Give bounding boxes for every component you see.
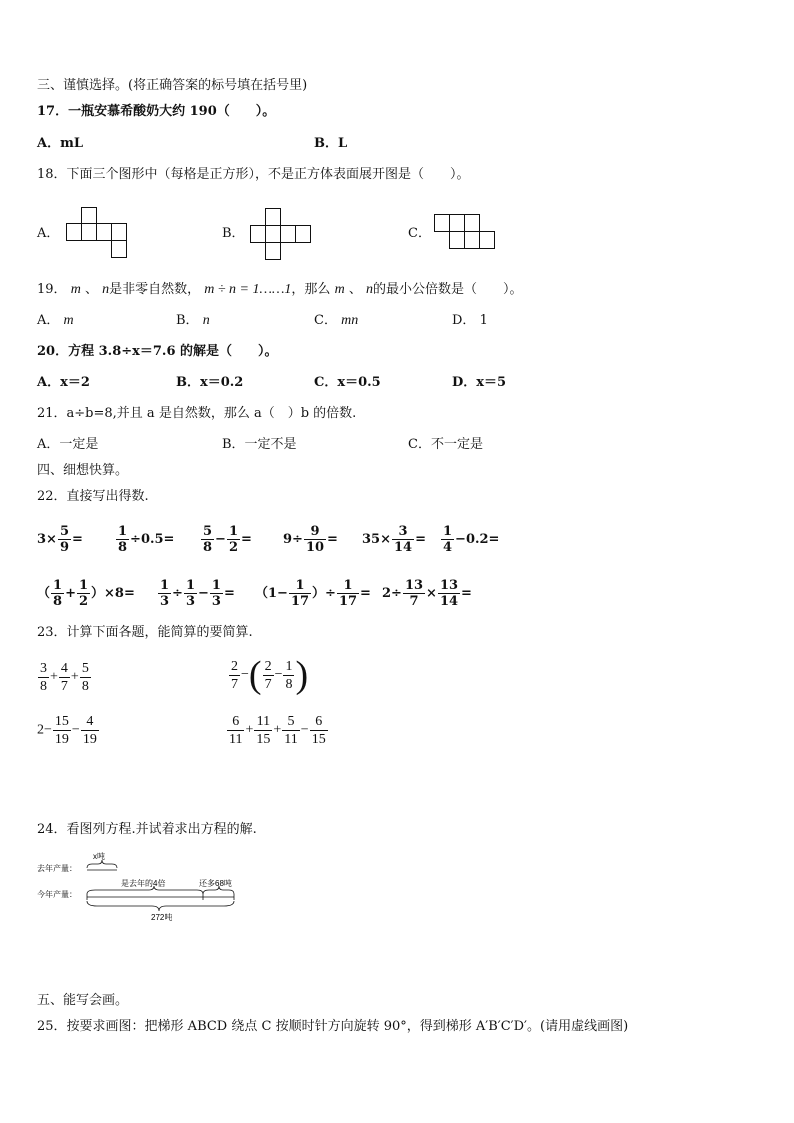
q17-option-a: A．mL	[37, 136, 83, 151]
q23-expression-2: $\frac{2}{7}$ −( $\frac{2}{7}$ − $\frac{1}{8}$ )	[231, 654, 309, 696]
q18-label-b: B．	[222, 226, 245, 241]
q22-item-5: 35× $\frac{3}{14}$ =	[362, 524, 426, 555]
q19-text3: 的最小公倍数是（ ）。	[372, 282, 523, 297]
cube-net-c	[434, 213, 496, 253]
x-brace	[87, 860, 117, 868]
q22-stem: 22．直接写出得数.	[37, 489, 149, 504]
q22-item-1: 3× $\frac{5}{9}$ =	[37, 524, 83, 555]
q19-var-m: m	[70, 282, 81, 297]
section-5-title: 五、能写会画。	[37, 993, 129, 1008]
q24-stem: 24．看图列方程.并试着求出方程的解.	[37, 822, 257, 837]
more-label: 还多68吨	[199, 879, 232, 888]
q22-item-6: $\frac{1}{4}$ −0.2=	[443, 524, 500, 555]
q20-option-d: D．x＝5	[452, 375, 507, 390]
q19-number: 19．	[37, 282, 67, 297]
this-year-label: 今年产量：	[37, 890, 77, 899]
cube-net-a	[66, 206, 128, 260]
q22-item-9: （1− $\frac{1}{17}$ ）÷ $\frac{1}{17}$ =	[255, 578, 371, 609]
q19-option-d: D． 1	[452, 313, 488, 328]
q19-sep2: 、	[348, 282, 362, 297]
q21-option-c: C．不一定是	[408, 437, 483, 452]
q19-option-c: C． mn	[314, 313, 359, 328]
q25-stem: 25．按要求画图：把梯形 ABCD 绕点 C 按顺时针方向旋转 90°，得到梯形 A′B′C′D′。(请用虚线画图)	[37, 1019, 629, 1034]
last-year-label: 去年产量：	[37, 864, 77, 873]
q22-item-7: （ $\frac{1}{8}$ + $\frac{1}{2}$ ）×8=	[37, 578, 135, 609]
q18-stem: 18．下面三个图形中（每格是正方形），不是正方体表面展开图是（ ）。	[37, 167, 470, 182]
q20-stem: 20．方程 3.8÷x＝7.6 的解是（ ）。	[37, 344, 278, 359]
q21-stem: 21．a÷b=8,并且 a 是自然数，那么 a（ ）b 的倍数.	[37, 406, 357, 421]
q19-option-a: A． m	[37, 313, 74, 328]
q20-option-c: C．x＝0.5	[314, 375, 381, 390]
total-brace	[87, 901, 234, 911]
q22-item-3: $\frac{5}{8}$ − $\frac{1}{2}$ =	[203, 524, 252, 555]
q23-expression-3: 2− $\frac{15}{19}$ − $\frac{4}{19}$	[37, 714, 97, 747]
section-3-title: 三、谨慎选择。(将正确答案的标号填在括号里)	[37, 78, 308, 93]
x-ton-label: x吨	[93, 852, 105, 861]
q23-stem: 23．计算下面各题，能简算的要简算.	[37, 625, 253, 640]
q22-item-10: 2÷ $\frac{13}{7}$ × $\frac{13}{14}$ =	[382, 578, 472, 609]
q22-item-2: $\frac{1}{8}$ ÷0.5=	[118, 524, 175, 555]
q19-text2: ，那么	[291, 282, 331, 297]
q24-line-diagram	[37, 848, 247, 923]
q23-expression-4: $\frac{6}{11}$ + $\frac{11}{15}$ + $\frac{5}{11}$ − $\frac{6}{15}$	[229, 714, 326, 747]
right-paren-icon: )	[295, 654, 309, 696]
q19-text1: 是非零自然数，	[109, 282, 201, 297]
q19-var-n2: n	[365, 282, 373, 297]
q19-var-n: n	[102, 282, 110, 297]
q22-item-4: 9÷ $\frac{9}{10}$ =	[283, 524, 338, 555]
q19-stem	[37, 282, 523, 298]
total-label: 272吨	[151, 913, 173, 922]
q19-var-m2: m	[334, 282, 345, 297]
q23-expression-1: $\frac{3}{8}$ + $\frac{4}{7}$ + $\frac{5}{8}$	[40, 661, 89, 694]
q18-label-a: A．	[37, 226, 60, 241]
q19-sep: 、	[84, 282, 98, 297]
section-4-title: 四、细想快算。	[37, 463, 129, 478]
q20-option-a: A．x＝2	[37, 375, 90, 390]
left-paren-icon: (	[248, 654, 262, 696]
q21-option-a: A．一定是	[37, 437, 99, 452]
q21-option-b: B．一定不是	[222, 437, 297, 452]
q17-stem: 17．一瓶安慕希酸奶大约 190（ ）。	[37, 104, 276, 119]
q19-equation: m ÷ n = 1……1	[204, 282, 292, 297]
q19-option-b: B． n	[176, 313, 210, 328]
q20-option-b: B．x＝0.2	[176, 375, 244, 390]
q22-item-8: $\frac{1}{3}$ ÷ $\frac{1}{3}$ − $\frac{1}{3}$ =	[160, 578, 235, 609]
cube-net-b	[250, 208, 312, 262]
q18-label-c: C．	[408, 226, 431, 241]
times-label: 是去年的4倍	[121, 879, 166, 888]
q17-option-b: B．L	[314, 136, 348, 151]
